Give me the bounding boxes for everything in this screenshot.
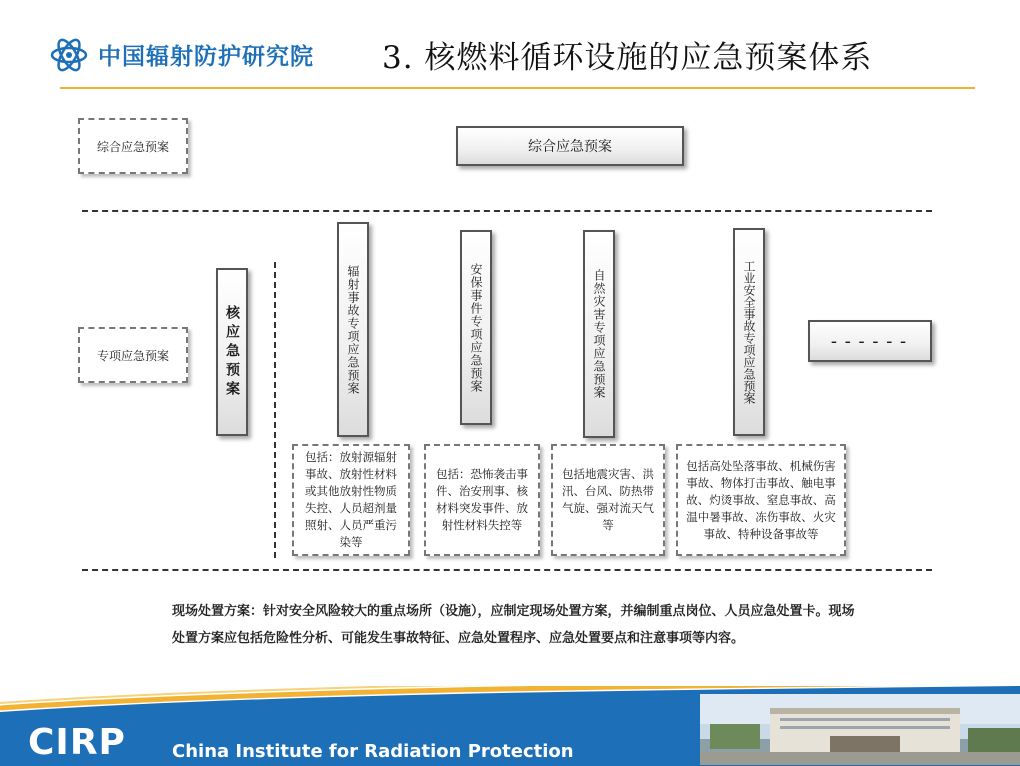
title-divider: [60, 87, 975, 89]
special-plan-natural-box: [583, 230, 615, 438]
footer-full-name: China Institute for Radiation Protection: [172, 741, 574, 762]
radiation-scope-box: [292, 444, 410, 556]
special-plan-industrial-title: 工业安全事故专项应急预案: [742, 260, 756, 404]
footer-abbr: CIRP: [28, 722, 126, 763]
organization-name: 中国辐射防护研究院: [98, 44, 314, 70]
comprehensive-plan-label: 综合应急预案: [528, 139, 612, 155]
special-plan-industrial-box: [733, 228, 765, 436]
other-plans-label: ------: [828, 330, 912, 352]
special-plan-security-box: [460, 230, 492, 425]
nuclear-plan-label: 核应急预案: [224, 304, 240, 400]
security-scope-box: [424, 444, 540, 556]
special-plan-radiation-box: [337, 222, 369, 437]
building-photo: [700, 694, 1020, 765]
industrial-scope-box: [676, 444, 846, 556]
atom-logo-icon: [50, 34, 88, 76]
on-site-disposal-note: 现场处置方案：针对安全风险较大的重点场所（设施），应制定现场处置方案，并编制重点岗位、人员应急处置卡。现场处置方案应包括危险性分析、可能发生事故特征、应急处置程序、应急处置要点和注意事项等内容。: [172, 604, 855, 646]
natural-scope-box: [551, 444, 665, 556]
radiation-scope-text: 包括：放射源辐射事故、放射性材料或其他放射性物质失控、人员超剂量照射、人员严重污染等: [305, 450, 397, 549]
comprehensive-plan-box: [456, 126, 684, 166]
industrial-scope-text: 包括高处坠落事故、机械伤害事故、物体打击事故、触电事故、灼烫事故、窒息事故、高温中暑事故、冻伤事故、火灾事故、特种设备事故等: [686, 458, 836, 541]
nuclear-plan-separator: [274, 262, 276, 558]
natural-scope-text: 包括地震灾害、洪汛、台风、防热带气旋、强对流天气等: [562, 467, 654, 532]
security-scope-text: 包括：恐怖袭击事件、治安刑事、核材料突发事件、放射性材料失控等: [436, 467, 528, 532]
slide-title: 3. 核燃料循环设施的应急预案体系: [382, 40, 873, 76]
special-plan-radiation-title: 辐射事故专项应急预案: [346, 264, 360, 395]
level-divider-top: [82, 210, 932, 212]
level-label-comprehensive: 综合应急预案: [78, 118, 188, 174]
level-divider-bottom: [82, 569, 932, 571]
other-plans-box: [808, 320, 932, 362]
level-label-special: 专项应急预案: [78, 327, 188, 383]
special-plan-security-title: 安保事件专项应急预案: [469, 262, 483, 393]
nuclear-plan-box: [216, 268, 248, 436]
special-plan-natural-title: 自然灾害专项应急预案: [592, 269, 606, 399]
